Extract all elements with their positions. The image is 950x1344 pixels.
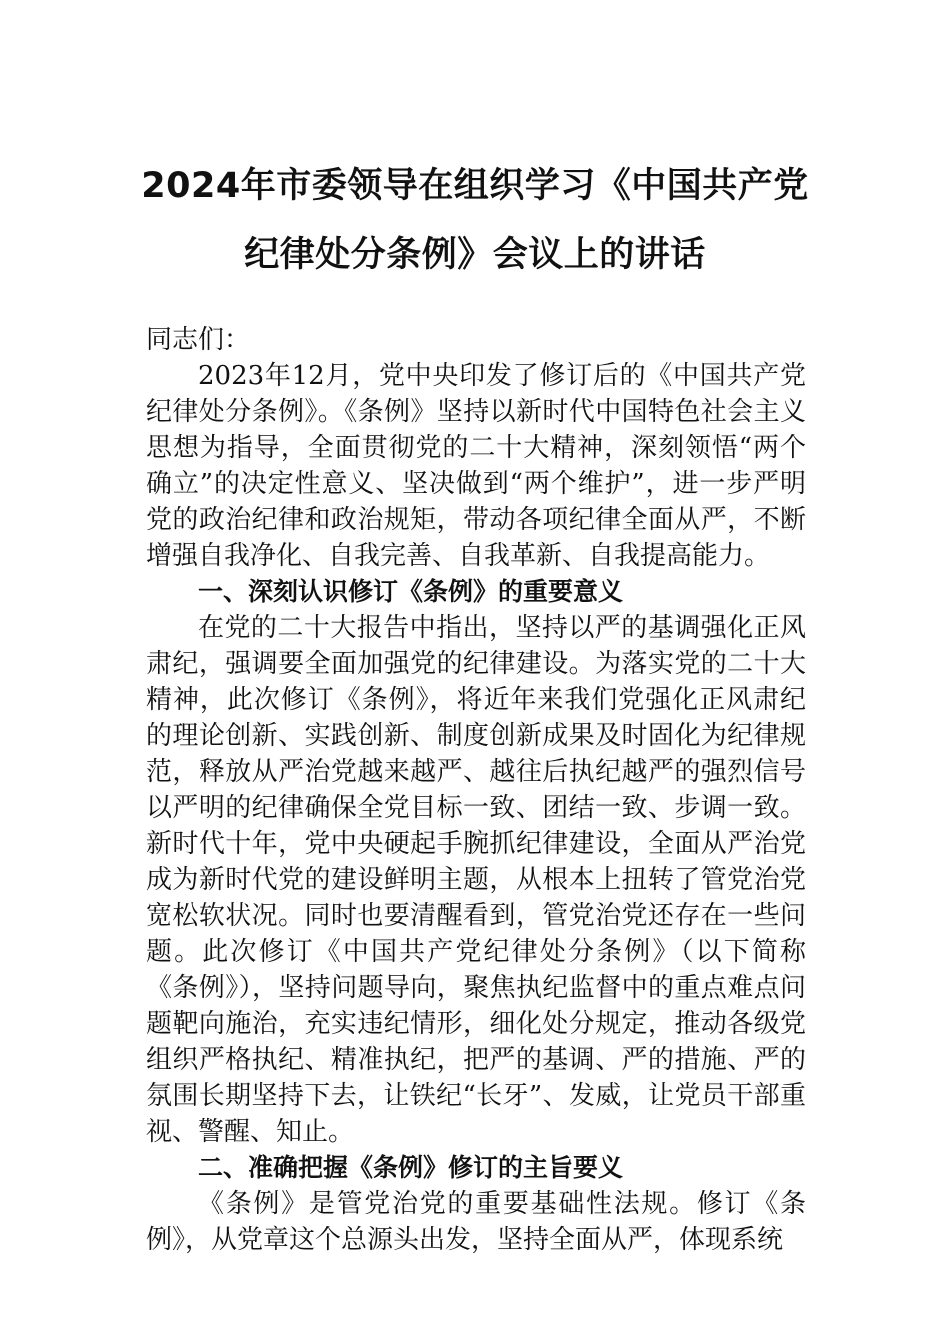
- paragraph-1: 2023年12月，党中央印发了修订后的《中国共产党纪律处分条例》。《条例》坚持以新时代中国特色社会主义思想为指导，全面贯彻党的二十大精神，深刻领悟“两个确立”的决定性意义、坚决做到“两个维护”，进一步严明党的政治纪律和政治规矩，带动各项纪律全面从严，不断增强自我净化、自我完善、自我革新、自我提高能力。: [146, 361, 806, 571]
- document-body: [146, 322, 806, 1258]
- section-heading-1: 一、深刻认识修订《条例》的重要意义: [198, 577, 624, 606]
- paragraph-3: 《条例》是管党治党的重要基础性法规。修订《条例》，从党章这个总源头出发，坚持全面从严，体现系统: [146, 1189, 806, 1255]
- document-title-line-2: 纪律处分条例》会议上的讲话: [244, 235, 706, 275]
- salutation: 同志们：: [146, 325, 251, 355]
- document-title-line-1: 2024年市委领导在组织学习《中国共产党: [141, 166, 809, 206]
- paragraph-2: 在党的二十大报告中指出，坚持以严的基调强化正风肃纪，强调要全面加强党的纪律建设。为落实党的二十大精神，此次修订《条例》，将近年来我们党强化正风肃纪的理论创新、实践创新、制度创新成果及时固化为纪律规范，释放从严治党越来越严、越往后执纪越严的强烈信号以严明的纪律确保全党目标一致、团结一致、步调一致。新时代十年，党中央硬起手腕抓纪律建设，全面从严治党成为新时代党的建设鲜明主题，从根本上扭转了管党治党宽松软状况。同时也要清醒看到，管党治党还存在一些问题。此次修订《中国共产党纪律处分条例》（以下简称《条例》），坚持问题导向，聚焦执纪监督中的重点难点问题靶向施治，充实违纪情形，细化处分规定，推动各级党组织严格执纪、精准执纪，把严的基调、严的措施、严的氛围长期坚持下去，让铁纪“长牙”、发威，让党员干部重视、警醒、知止。: [146, 613, 806, 1147]
- section-heading-2: 二、准确把握《条例》修订的主旨要义: [198, 1153, 624, 1182]
